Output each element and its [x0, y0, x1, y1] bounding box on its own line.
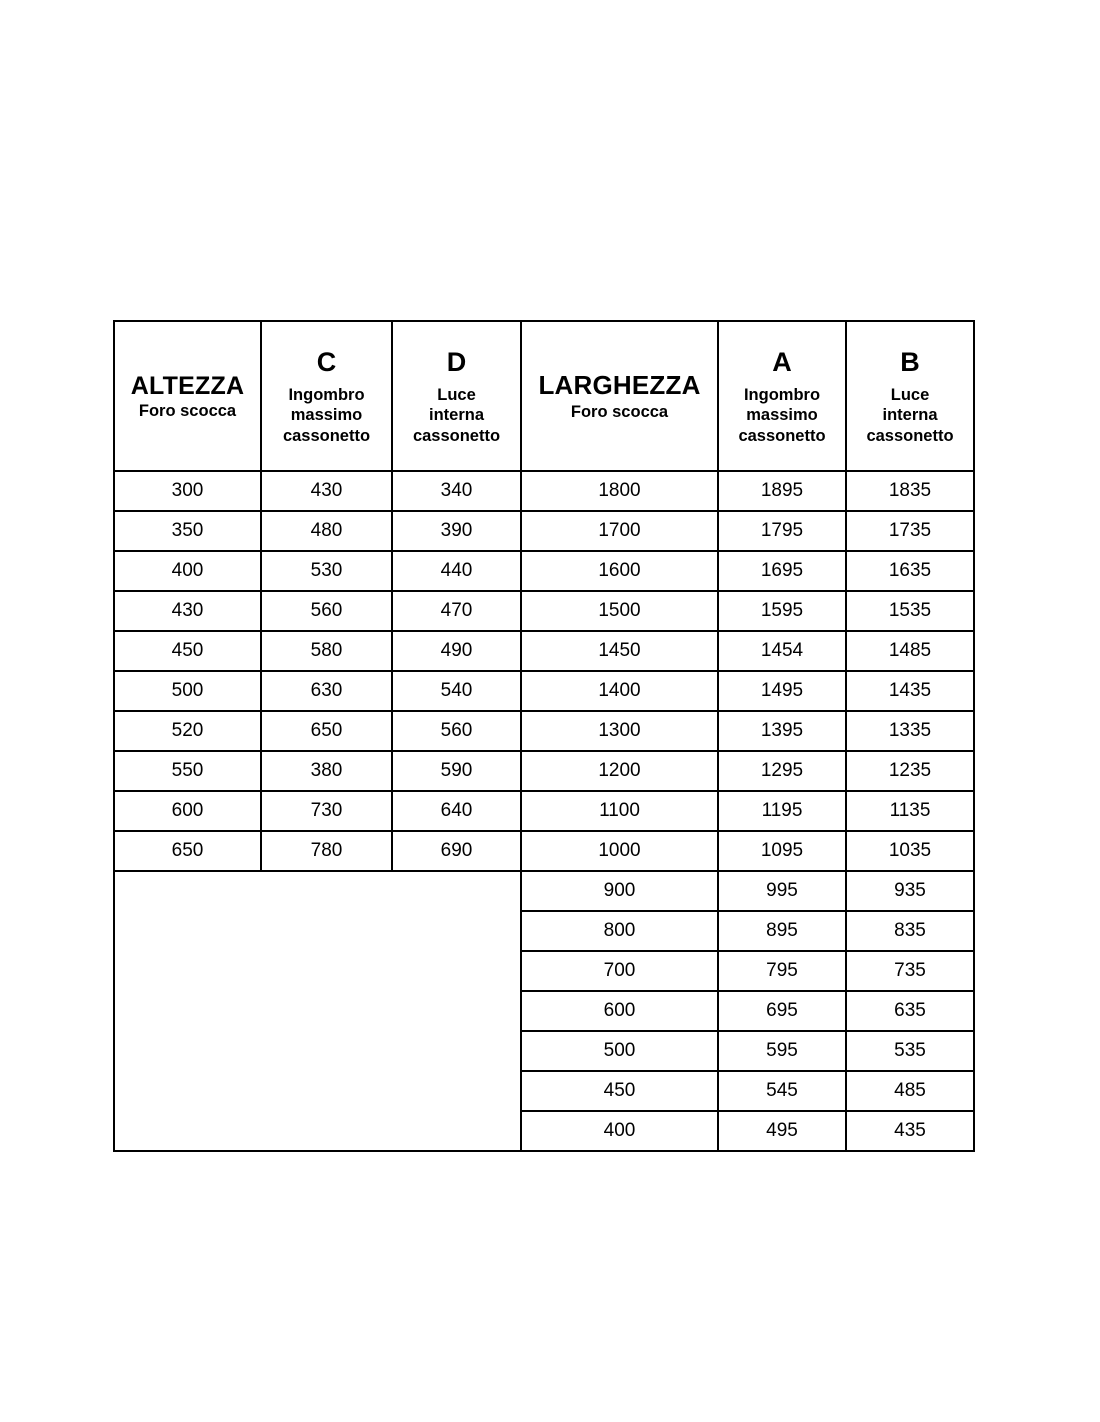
- cell-larghezza-b: 1335: [846, 711, 974, 751]
- header-altezza-title: ALTEZZA: [130, 371, 245, 400]
- dimensions-table: [113, 320, 975, 1152]
- cell-larghezza-a: 1195: [718, 791, 846, 831]
- cell-larghezza-b: 935: [846, 871, 974, 911]
- header-d-line-1: Luce: [437, 385, 476, 404]
- cell-altezza-c: 730: [261, 791, 392, 831]
- cell-larghezza-b: 835: [846, 911, 974, 951]
- cell-larghezza-b: 435: [846, 1111, 974, 1151]
- cell-larghezza-foro: 1100: [521, 791, 718, 831]
- cell-larghezza-foro: 500: [521, 1031, 718, 1071]
- cell-larghezza-b: 1635: [846, 551, 974, 591]
- cell-larghezza-a: 795: [718, 951, 846, 991]
- empty-altezza-area: [114, 991, 521, 1031]
- cell-larghezza-foro: 1600: [521, 551, 718, 591]
- cell-larghezza-a: 995: [718, 871, 846, 911]
- header-a: [718, 321, 846, 471]
- table-row: [114, 591, 974, 631]
- empty-altezza-area: [114, 871, 521, 911]
- header-d-line-3: cassonetto: [412, 426, 501, 445]
- header-c-line-2: massimo: [290, 406, 363, 425]
- header-b-line-2: interna: [882, 406, 938, 425]
- cell-larghezza-b: 1235: [846, 751, 974, 791]
- cell-larghezza-foro: 600: [521, 991, 718, 1031]
- cell-larghezza-b: 1435: [846, 671, 974, 711]
- cell-larghezza-a: 495: [718, 1111, 846, 1151]
- header-b-line-3: cassonetto: [866, 426, 954, 445]
- cell-larghezza-b: 1035: [846, 831, 974, 871]
- cell-altezza-c: 430: [261, 471, 392, 511]
- header-c-line-1: Ingombro: [288, 385, 365, 404]
- cell-larghezza-a: 695: [718, 991, 846, 1031]
- header-b: [846, 321, 974, 471]
- header-b-line-1: Luce: [890, 385, 930, 404]
- cell-altezza-d: 560: [392, 711, 521, 751]
- cell-larghezza-foro: 1300: [521, 711, 718, 751]
- header-d-letter: D: [446, 346, 467, 377]
- cell-altezza-c: 630: [261, 671, 392, 711]
- cell-altezza-foro: 430: [114, 591, 261, 631]
- empty-altezza-area: [114, 911, 521, 951]
- header-larghezza-subtitle: Foro scocca: [570, 402, 669, 421]
- cell-altezza-foro: 350: [114, 511, 261, 551]
- cell-altezza-d: 470: [392, 591, 521, 631]
- table-row: [114, 511, 974, 551]
- header-c-line-3: cassonetto: [282, 426, 371, 445]
- cell-larghezza-b: 1135: [846, 791, 974, 831]
- header-larghezza: [521, 321, 718, 471]
- cell-larghezza-a: 1895: [718, 471, 846, 511]
- cell-larghezza-foro: 700: [521, 951, 718, 991]
- cell-larghezza-foro: 1500: [521, 591, 718, 631]
- header-row: [114, 321, 974, 471]
- cell-altezza-c: 560: [261, 591, 392, 631]
- header-a-line-3: cassonetto: [738, 426, 826, 445]
- dimensions-sheet: [113, 320, 973, 1152]
- cell-larghezza-b: 735: [846, 951, 974, 991]
- cell-altezza-d: 540: [392, 671, 521, 711]
- cell-altezza-c: 480: [261, 511, 392, 551]
- cell-larghezza-a: 595: [718, 1031, 846, 1071]
- cell-larghezza-a: 1295: [718, 751, 846, 791]
- cell-altezza-d: 640: [392, 791, 521, 831]
- empty-altezza-area: [114, 951, 521, 991]
- cell-larghezza-foro: 1000: [521, 831, 718, 871]
- table-row: [114, 991, 974, 1031]
- cell-altezza-d: 490: [392, 631, 521, 671]
- cell-altezza-d: 390: [392, 511, 521, 551]
- cell-larghezza-foro: 800: [521, 911, 718, 951]
- empty-altezza-area: [114, 1031, 521, 1071]
- cell-larghezza-foro: 1450: [521, 631, 718, 671]
- cell-altezza-foro: 520: [114, 711, 261, 751]
- cell-altezza-c: 780: [261, 831, 392, 871]
- cell-larghezza-b: 1735: [846, 511, 974, 551]
- cell-larghezza-b: 1535: [846, 591, 974, 631]
- cell-altezza-c: 530: [261, 551, 392, 591]
- table-row: [114, 751, 974, 791]
- table-row: [114, 911, 974, 951]
- cell-altezza-foro: 600: [114, 791, 261, 831]
- cell-altezza-d: 590: [392, 751, 521, 791]
- table-body: [114, 471, 974, 1151]
- header-larghezza-title: LARGHEZZA: [538, 370, 701, 401]
- header-d-line-2: interna: [428, 406, 484, 425]
- cell-larghezza-foro: 1800: [521, 471, 718, 511]
- cell-altezza-d: 690: [392, 831, 521, 871]
- table-header: [114, 321, 974, 471]
- cell-altezza-foro: 400: [114, 551, 261, 591]
- cell-larghezza-b: 635: [846, 991, 974, 1031]
- empty-altezza-area: [114, 1111, 521, 1151]
- header-altezza-subtitle: Foro scocca: [138, 402, 237, 421]
- table-row: [114, 831, 974, 871]
- table-row: [114, 631, 974, 671]
- cell-larghezza-foro: 400: [521, 1111, 718, 1151]
- table-row: [114, 711, 974, 751]
- cell-larghezza-foro: 1700: [521, 511, 718, 551]
- cell-larghezza-a: 545: [718, 1071, 846, 1111]
- cell-altezza-c: 580: [261, 631, 392, 671]
- cell-altezza-d: 340: [392, 471, 521, 511]
- header-a-line-1: Ingombro: [743, 385, 821, 404]
- empty-altezza-area: [114, 1071, 521, 1111]
- cell-altezza-c: 650: [261, 711, 392, 751]
- cell-altezza-d: 440: [392, 551, 521, 591]
- cell-altezza-foro: 450: [114, 631, 261, 671]
- cell-larghezza-b: 1835: [846, 471, 974, 511]
- cell-larghezza-a: 1495: [718, 671, 846, 711]
- table-row: [114, 871, 974, 911]
- cell-larghezza-a: 1595: [718, 591, 846, 631]
- cell-larghezza-b: 535: [846, 1031, 974, 1071]
- cell-altezza-foro: 650: [114, 831, 261, 871]
- header-b-letter: B: [900, 346, 920, 377]
- header-a-line-2: massimo: [746, 406, 818, 425]
- cell-larghezza-b: 1485: [846, 631, 974, 671]
- header-altezza: [114, 321, 261, 471]
- cell-larghezza-foro: 450: [521, 1071, 718, 1111]
- cell-altezza-foro: 300: [114, 471, 261, 511]
- table-row: [114, 471, 974, 511]
- cell-larghezza-b: 485: [846, 1071, 974, 1111]
- table-row: [114, 1071, 974, 1111]
- table-row: [114, 791, 974, 831]
- cell-altezza-foro: 500: [114, 671, 261, 711]
- cell-larghezza-a: 1695: [718, 551, 846, 591]
- table-row: [114, 551, 974, 591]
- header-c: [261, 321, 392, 471]
- cell-larghezza-a: 1795: [718, 511, 846, 551]
- table-row: [114, 671, 974, 711]
- cell-larghezza-a: 1095: [718, 831, 846, 871]
- cell-larghezza-a: 1454: [718, 631, 846, 671]
- cell-larghezza-a: 895: [718, 911, 846, 951]
- table-row: [114, 1111, 974, 1151]
- cell-altezza-c: 380: [261, 751, 392, 791]
- table-row: [114, 1031, 974, 1071]
- cell-larghezza-foro: 900: [521, 871, 718, 911]
- cell-larghezza-foro: 1400: [521, 671, 718, 711]
- header-d: [392, 321, 521, 471]
- header-c-letter: C: [316, 346, 337, 377]
- table-row: [114, 951, 974, 991]
- cell-altezza-foro: 550: [114, 751, 261, 791]
- header-a-letter: A: [772, 346, 792, 377]
- cell-larghezza-foro: 1200: [521, 751, 718, 791]
- cell-larghezza-a: 1395: [718, 711, 846, 751]
